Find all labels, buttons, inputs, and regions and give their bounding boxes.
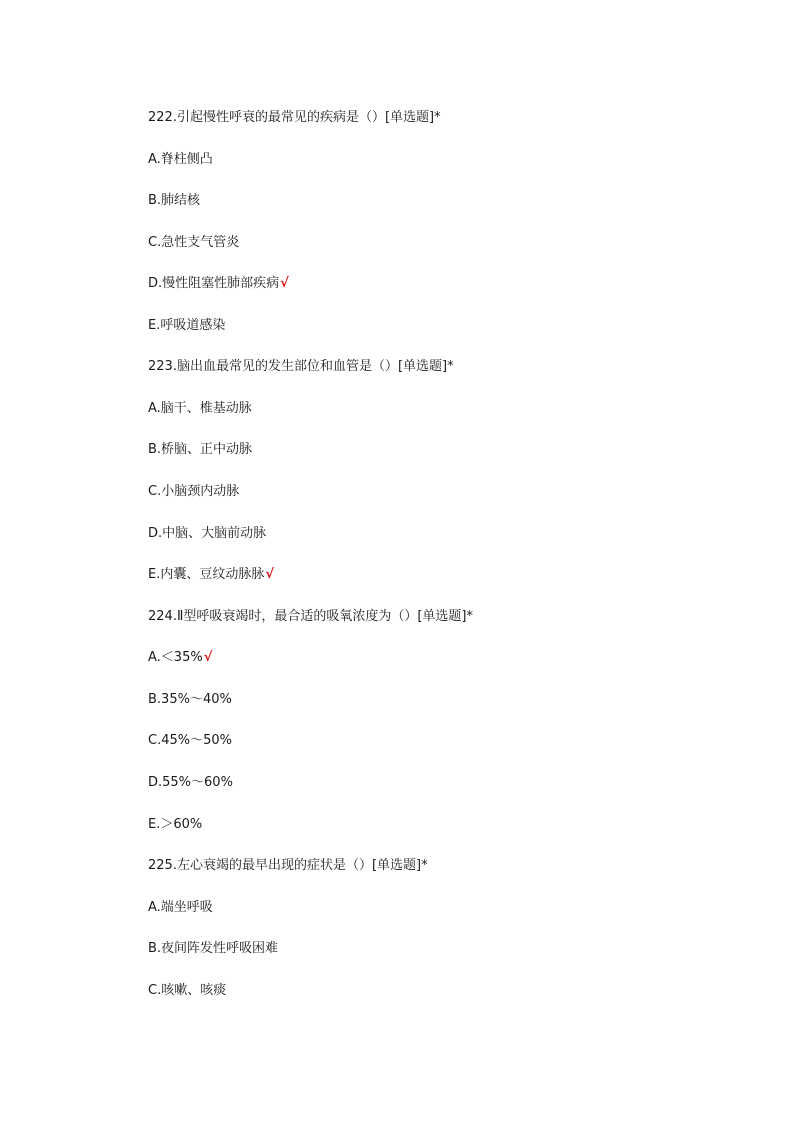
option-c: C.咳嗽、咳痰	[148, 983, 227, 998]
question-title: 224.Ⅱ型呼吸衰竭时，最合适的吸氧浓度为（）[单选题]*	[148, 609, 473, 624]
question-title: 223.脑出血最常见的发生部位和血管是（）[单选题]*	[148, 359, 454, 374]
option-e: E.呼吸道感染	[148, 318, 226, 333]
option-b: B.桥脑、正中动脉	[148, 442, 253, 457]
option-c: C.45%～50%	[148, 733, 232, 748]
option-d: D.慢性阻塞性肺部疾病√	[148, 276, 289, 291]
option-a: A.端坐呼吸	[148, 900, 213, 915]
option-a: A.＜35%√	[148, 650, 213, 665]
option-a: A.脑干、椎基动脉	[148, 401, 252, 416]
option-a: A.脊柱侧凸	[148, 152, 213, 167]
correct-check-icon: √	[265, 567, 275, 582]
correct-check-icon: √	[280, 276, 289, 291]
option-b: B.肺结核	[148, 193, 201, 208]
question-title: 222.引起慢性呼衰的最常见的疾病是（）[单选题]*	[148, 110, 441, 125]
option-d: D.55%～60%	[148, 775, 233, 790]
option-e: E.＞60%	[148, 817, 203, 832]
option-b: B.35%～40%	[148, 692, 232, 707]
option-d: D.中脑、大脑前动脉	[148, 526, 267, 541]
option-c: C.急性支气管炎	[148, 235, 240, 250]
option-e: E.内囊、豆纹动脉脉√	[148, 567, 275, 582]
correct-check-icon: √	[203, 650, 213, 665]
option-b: B.夜间阵发性呼吸困难	[148, 941, 279, 956]
option-c: C.小脑颈内动脉	[148, 484, 240, 499]
question-title: 225.左心衰竭的最早出现的症状是（）[单选题]*	[148, 858, 428, 873]
